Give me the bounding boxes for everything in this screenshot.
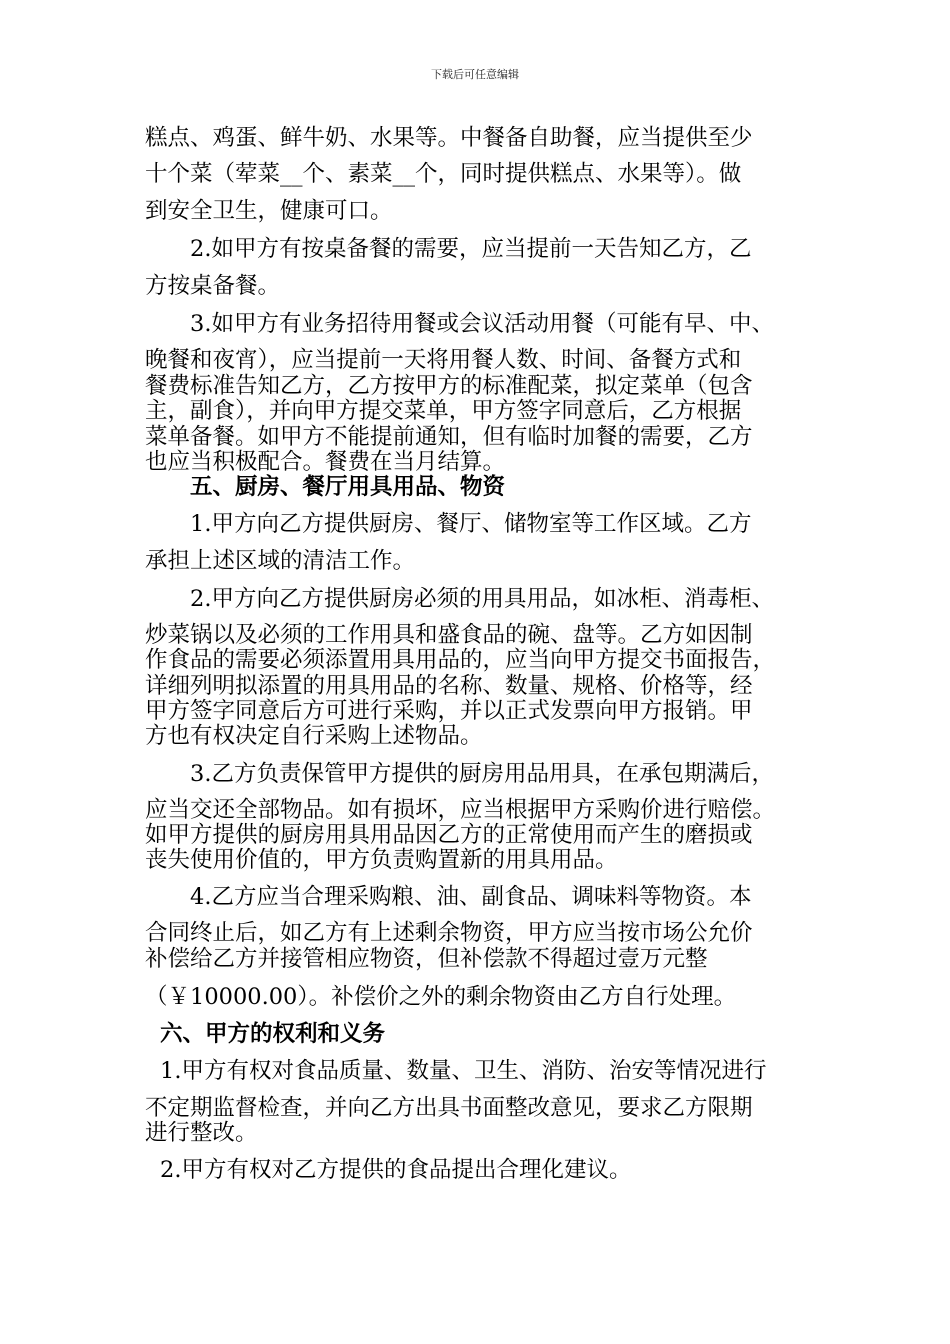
paragraph-line: 合同终止后，如乙方有上述剩余物资，甲方应当按市场公允价: [145, 920, 753, 946]
paragraph-line: 作食品的需要必须添置用具用品的，应当向甲方提交书面报告，: [145, 647, 776, 673]
paragraph-line: （￥10000.00）。补偿价之外的剩余物资由乙方自行处理。: [145, 984, 737, 1010]
paragraph-line: 方也有权决定自行采购上述物品。: [145, 723, 483, 749]
paragraph-line: 应当交还全部物品。如有损坏，应当根据甲方采购价进行赔偿。: [145, 797, 776, 823]
section-heading: 五、厨房、餐厅用具用品、物资: [190, 474, 506, 500]
paragraph-line: 餐费标准告知乙方，乙方按甲方的标准配菜，拟定菜单（包含: [145, 373, 753, 399]
paragraph-line: 糕点、鸡蛋、鲜牛奶、水果等。中餐备自助餐，应当提供至少: [145, 125, 753, 151]
paragraph-line: 如甲方提供的厨房用具用品因乙方的正常使用而产生的磨损或: [145, 822, 753, 848]
paragraph-line: 4.乙方应当合理采购粮、油、副食品、调味料等物资。本: [190, 884, 752, 910]
paragraph-line: 详细列明拟添置的用具用品的名称、数量、规格、价格等，经: [145, 673, 753, 699]
paragraph-line: 进行整改。: [145, 1120, 258, 1146]
paragraph-line: 不定期监督检查，并向乙方出具书面整改意见，要求乙方限期: [145, 1095, 753, 1121]
paragraph-line: 补偿给乙方并接管相应物资，但补偿款不得超过壹万元整: [145, 946, 708, 972]
section-heading: 六、甲方的权利和义务: [160, 1021, 386, 1047]
paragraph-line: 十个菜（荤菜__个、素菜__个，同时提供糕点、水果等）。做: [145, 161, 742, 187]
paragraph-line: 3.如甲方有业务招待用餐或会议活动用餐（可能有早、中、: [190, 311, 774, 337]
paragraph-line: 到安全卫生，健康可口。: [145, 198, 393, 224]
paragraph-line: 主，副食），并向甲方提交菜单，甲方签字同意后，乙方根据: [145, 398, 742, 424]
paragraph-line: 2.甲方向乙方提供厨房必须的用具用品，如冰柜、消毒柜、: [190, 586, 774, 612]
paragraph-line: 炒菜锅以及必须的工作用具和盛食品的碗、盘等。乙方如因制: [145, 622, 753, 648]
paragraph-line: 晚餐和夜宵），应当提前一天将用餐人数、时间、备餐方式和: [145, 347, 742, 373]
paragraph-line: 2.如甲方有按桌备餐的需要，应当提前一天告知乙方，乙: [190, 236, 752, 262]
paragraph-line: 3.乙方负责保管甲方提供的厨房用品用具，在承包期满后，: [190, 761, 774, 787]
paragraph-line: 菜单备餐。如甲方不能提前通知，但有临时加餐的需要，乙方: [145, 424, 753, 450]
page-header: 下载后可任意编辑: [431, 68, 519, 81]
paragraph-line: 也应当积极配合。餐费在当月结算。: [145, 449, 506, 475]
paragraph-line: 甲方签字同意后方可进行采购，并以正式发票向甲方报销。甲: [145, 698, 753, 724]
paragraph-line: 1.甲方有权对食品质量、数量、卫生、消防、治安等情况进行: [160, 1058, 767, 1084]
paragraph-line: 承担上述区域的清洁工作。: [145, 548, 416, 574]
paragraph-line: 方按桌备餐。: [145, 273, 281, 299]
paragraph-line: 丧失使用价值的，甲方负责购置新的用具用品。: [145, 847, 618, 873]
paragraph-line: 1.甲方向乙方提供厨房、餐厅、储物室等工作区域。乙方: [190, 511, 752, 537]
paragraph-line: 2.甲方有权对乙方提供的食品提出合理化建议。: [160, 1157, 632, 1183]
